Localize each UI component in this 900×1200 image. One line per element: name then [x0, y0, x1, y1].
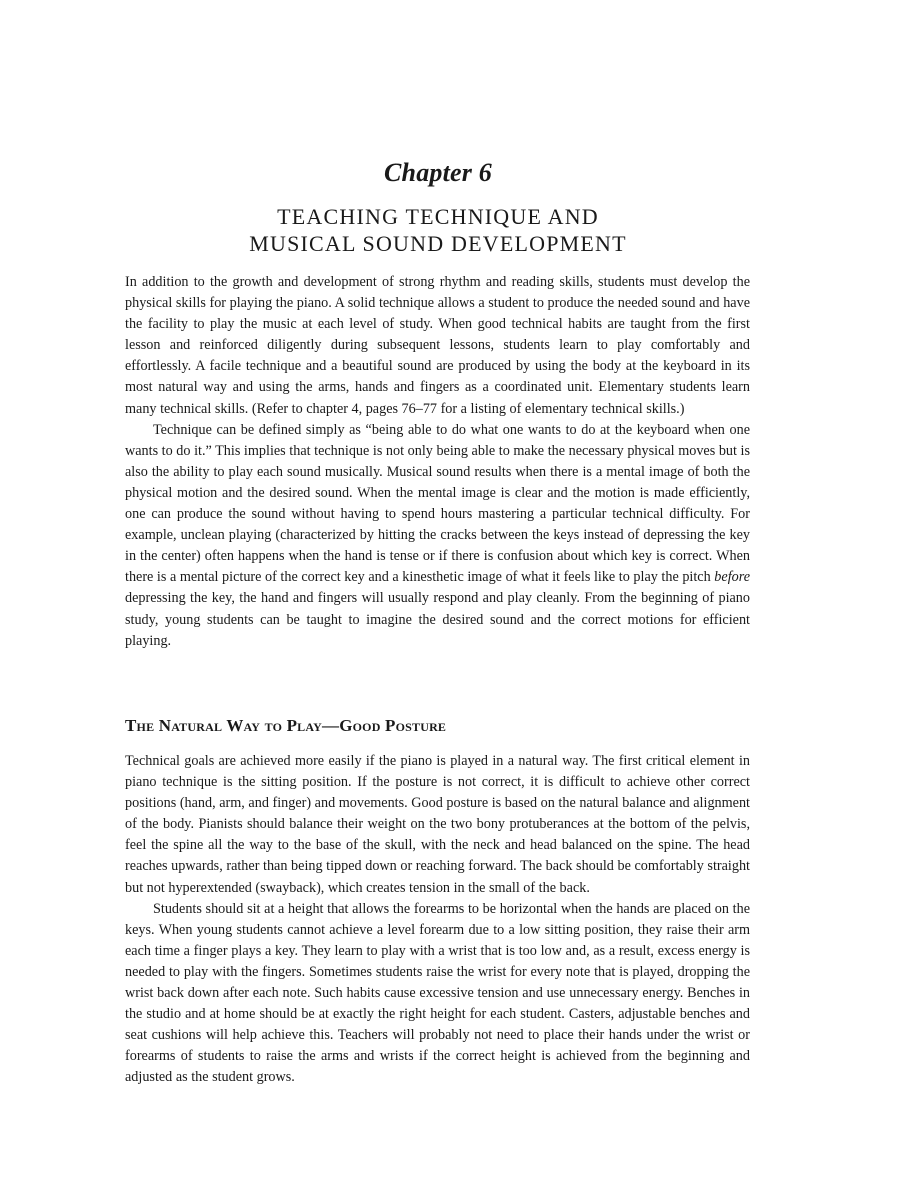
- intro-paragraph-2-text-a: Technique can be defined simply as “being able to do what one wants to do at the keyboard when one wants to do it.” This implies that technique is not only being able to make the necessary physical moves but is also the ability to play each sound musically. Musical sound results when there is a mental image of both the physical motion and the desired sound. When the mental image is clear and the motion is made efficiently, one can produce the sound without having to spend hours mastering a particular technical difficulty. For example, unclean playing (characterized by hitting the cracks between the keys instead of depressing the key in the center) often happens when the hand is tense or if there is confusion about which key is correct. When there is a mental picture of the correct key and a kinesthetic image of what it feels like to play the pitch: [125, 421, 750, 586]
- chapter-title: [0, 203, 876, 257]
- intro-paragraph-1: In addition to the growth and development of strong rhythm and reading skills, students must develop the physical skills for playing the piano. A solid technique allows a student to produce the needed sound and have the facility to play the music at each level of study. When good technical habits are taught from the first lesson and reinforced diligently during subsequent lessons, students learn to play comfortably and effortlessly. A facile technique and a beautiful sound are produced by using the body at the keyboard in its most natural way and using the arms, hands and fingers as a coordinated unit. Elementary students learn many technical skills. (Refer to chapter 4, pages 76–77 for a listing of elementary technical skills.): [125, 274, 750, 417]
- intro-paragraph-2: [125, 420, 750, 652]
- intro-paragraph-2-text-b: depressing the key, the hand and fingers will usually respond and play cleanly. From the beginning of piano study, young students can be taught to imagine the desired sound and the correct motions for efficient playing.: [125, 590, 750, 649]
- chapter-title-line-1: TEACHING TECHNIQUE AND: [277, 204, 599, 229]
- intro-text: [125, 272, 750, 652]
- section-paragraph-1: Technical goals are achieved more easily if the piano is played in a natural way. The first critical element in piano technique is the sitting position. If the posture is not correct, it is difficult to achieve other correct positions (hand, arm, and finger) and movements. Good posture is based on the natural balance and alignment of the body. Pianists should balance their weight on the two bony protuberances at the bottom of the pelvis, feel the spine all the way to the base of the skull, with the neck and head balanced on the spine. The head reaches upwards, rather than being tipped down or reaching forward. The back should be comfortably straight but not hyperextended (swayback), which creates tension in the small of the back.: [125, 753, 750, 896]
- chapter-title-line-2: MUSICAL SOUND DEVELOPMENT: [249, 231, 627, 256]
- section-heading: The Natural Way to Play—Good Posture: [125, 716, 447, 735]
- intro-paragraph-2-emphasis: before: [714, 569, 751, 586]
- chapter-number: Chapter 6: [384, 158, 492, 187]
- section-text: [125, 751, 750, 1089]
- section-paragraph-2: Students should sit at a height that allows the forearms to be horizontal when the hands are placed on the keys. When young students cannot achieve a level forearm due to a low sitting position, they raise their arm each time a finger plays a key. They learn to play with a wrist that is too low and, as a result, excess energy is needed to play with the fingers. Sometimes students raise the wrist for every note that is played, dropping the wrist back down after each note. Such habits cause excessive tension and use unnecessary energy. Benches in the studio and at home should be at exactly the right height for each student. Casters, adjustable benches and seat cushions will help achieve this. Teachers will probably not need to place their hands under the wrist or forearms of students to raise the arms and wrists if the correct height is achieved from the beginning and adjusted as the student grows.: [125, 900, 750, 1086]
